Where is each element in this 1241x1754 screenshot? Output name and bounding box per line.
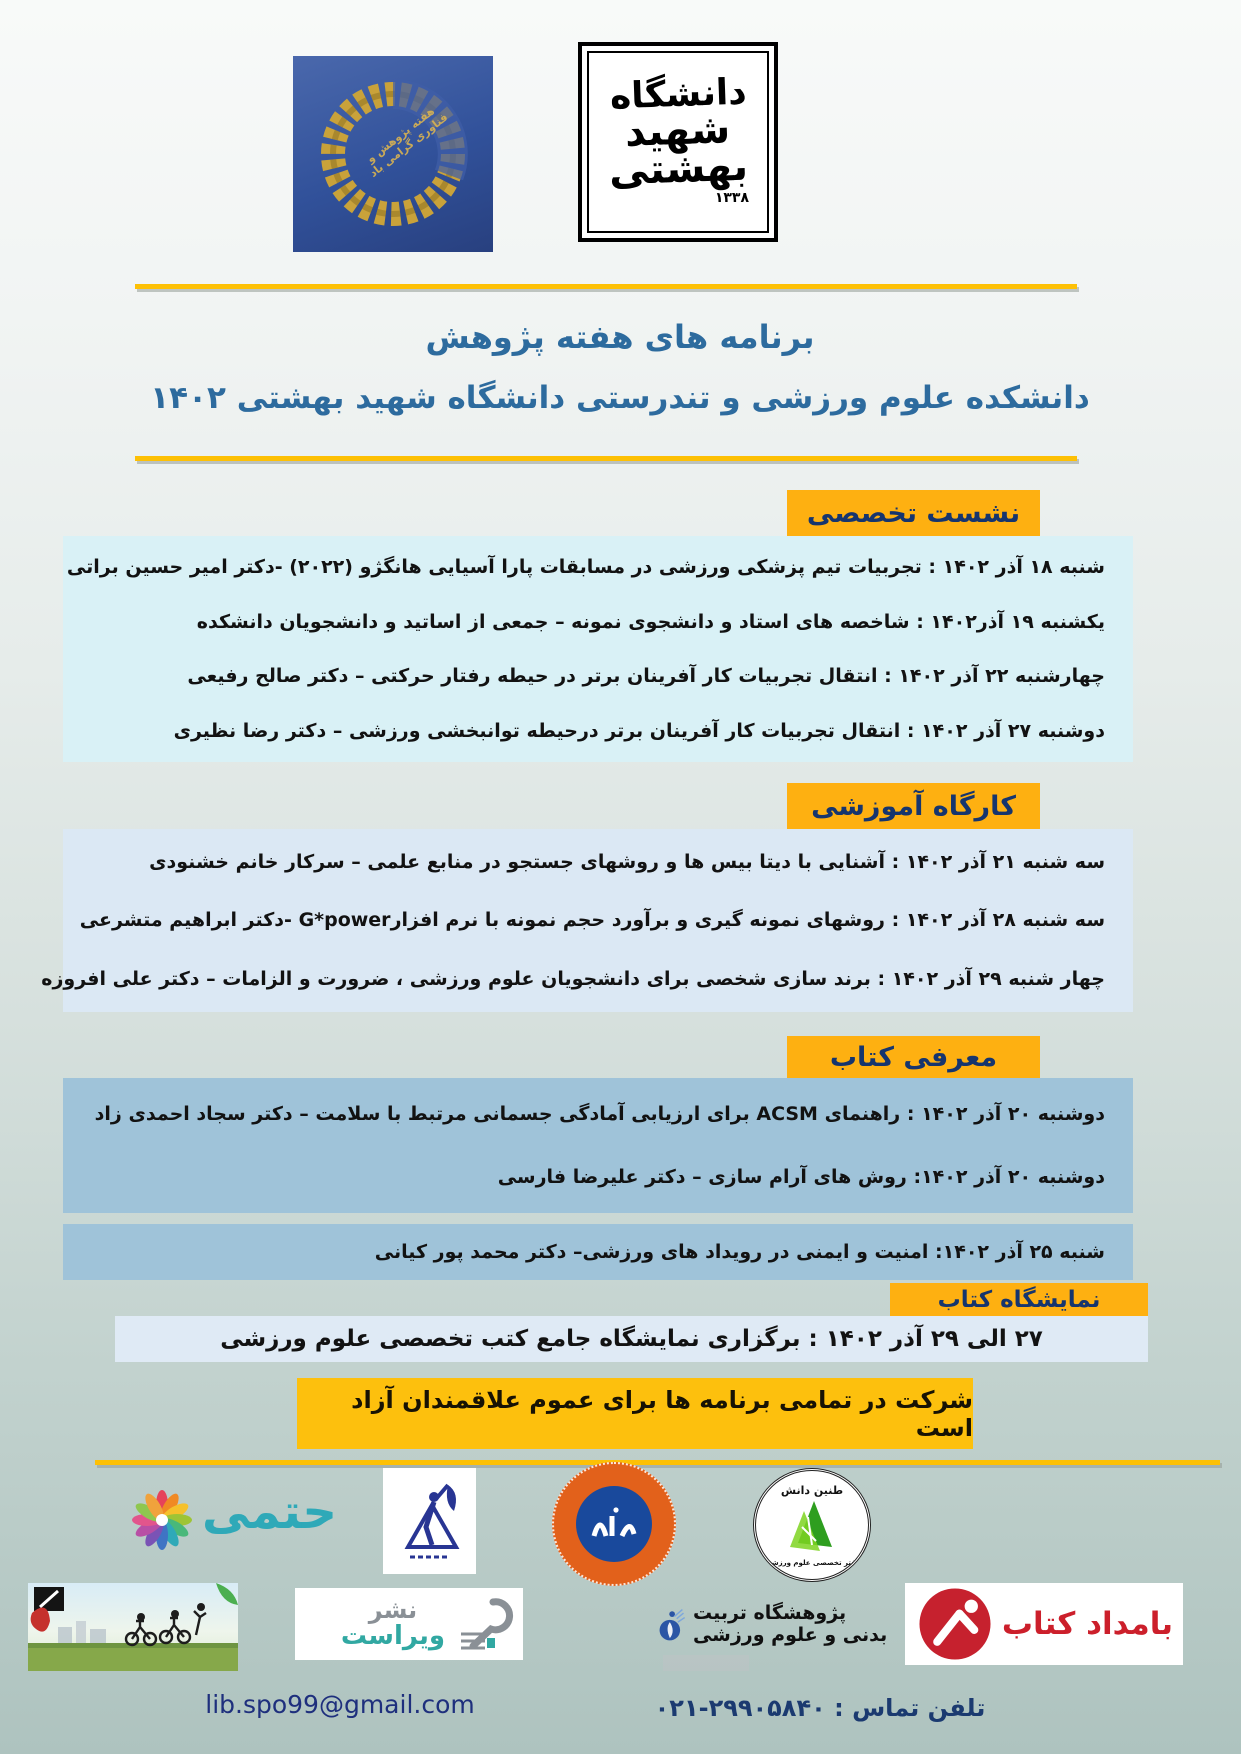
research-week-logo	[293, 56, 493, 252]
green-leaf-icon	[780, 1497, 844, 1559]
virast-wordmark	[340, 1595, 445, 1651]
university-logo-word: بهشتی	[607, 143, 749, 195]
runner-mark-icon	[918, 1587, 992, 1661]
bamdad-wordmark: بامداد کتاب	[1001, 1606, 1173, 1642]
flower-icon	[130, 1488, 194, 1552]
university-logo-word: دانشگاه	[608, 71, 747, 118]
research-institute-stamp	[663, 1655, 749, 1671]
cyclists-banner-image	[28, 1583, 238, 1671]
phone-label: تلفن تماس :	[834, 1694, 986, 1722]
section-header-workshops: کارگاه آموزشی	[787, 783, 1040, 829]
badge-mark-icon	[586, 1504, 642, 1544]
page-subtitle: دانشکده علوم ورزشی و تندرستی دانشگاه شهید بهشتی ۱۴۰۲	[150, 380, 1090, 416]
feather-publisher-logo	[383, 1468, 476, 1574]
tanin-danesh-logo	[753, 1468, 871, 1582]
program-item: شنبه ۲۵ آذر ۱۴۰۲: امنیت و ایمنی در رویداد های ورزشی– دکتر محمد پور کیانی	[374, 1241, 1105, 1263]
university-logo-frame	[587, 51, 769, 233]
virast-word-nashr: نشر	[368, 1595, 418, 1624]
program-item: چهار شنبه ۲۹ آذر ۱۴۰۲ : برند سازی شخصی برای دانشجویان علوم ورزشی ، ضرورت و الزامات – دکتر علی افروزه	[41, 967, 1105, 990]
research-institute-name: پژوهشگاه تربیت بدنی و علوم ورزشی	[692, 1602, 888, 1646]
exhibition-box	[115, 1316, 1148, 1362]
book-glyph-icon	[453, 1594, 515, 1654]
virast-publisher-logo	[295, 1588, 523, 1660]
program-item: شنبه ۱۸ آذر ۱۴۰۲ : تجربیات تیم پزشکی ورزشی در مسابقات پارا آسیایی هانگژو (۲۰۲۲) -دکتر امیر حسین براتی	[66, 556, 1105, 579]
program-item: دوشنبه ۲۰ آذر ۱۴۰۲ : راهنمای ACSM برای ارزیابی آمادگی جسمانی مرتبط با سلامت – دکتر سجاد احمدی زاد	[94, 1102, 1105, 1125]
bamdad-ketab-logo	[905, 1583, 1183, 1665]
program-item: چهارشنبه ۲۲ آذر ۱۴۰۲ : انتقال تجربیات کار آفرینان برتر در حیطه رفتار حرکتی – دکتر صالح رفیعی	[187, 665, 1105, 688]
program-item: یکشنبه ۱۹ آذر۱۴۰۲ : شاخصه های استاد و دانشجوی نمونه – جمعی از اساتید و دانشجویان دانشکده	[196, 610, 1105, 633]
books-box-extra	[63, 1224, 1133, 1280]
university-logo	[578, 42, 778, 242]
sessions-box	[63, 536, 1133, 762]
hatmi-publisher-logo	[130, 1482, 340, 1560]
workshops-box	[41, 829, 1133, 1012]
research-institute-logo	[655, 1585, 895, 1665]
person-emblem-icon	[655, 1594, 687, 1656]
research-week-caption: هفته پژوهش و فناوری گرامی باد	[364, 104, 451, 180]
tanin-danesh-subtitle: دفتر تخصصی علوم ورزشی	[764, 1558, 860, 1567]
notice-banner: شرکت در تمامی برنامه ها برای عموم علاقمندان آزاد است	[297, 1378, 973, 1449]
section-header-exhibition: نمایشگاه کتاب	[890, 1283, 1148, 1316]
program-item: سه شنبه ۲۱ آذر ۱۴۰۲ : آشنایی با دیتا بیس ها و روشهای جستجو در منابع علمی – سرکار خانم خشنودی	[149, 851, 1105, 874]
divider-footer	[95, 1460, 1220, 1465]
divider-under-title	[135, 456, 1077, 461]
program-item: دوشنبه ۲۷ آذر ۱۴۰۲ : انتقال تجربیات کار آفرینان برتر درحیطه توانبخشی ورزشی – دکتر رضا نظیری	[173, 719, 1105, 742]
program-item: ۲۷ الی ۲۹ آذر ۱۴۰۲ : برگزاری نمایشگاه جامع کتب تخصصی علوم ورزشی	[220, 1326, 1043, 1352]
publisher-badge-logo	[552, 1462, 676, 1586]
cyclists-scene-icon	[28, 1583, 238, 1671]
program-item: سه شنبه ۲۸ آذر ۱۴۰۲ : روشهای نمونه گیری و برآورد حجم نمونه با نرم افزارG*power -دکتر ابراهیم متشرعی	[79, 909, 1105, 932]
tanin-danesh-name: طنین دانش	[780, 1483, 844, 1497]
virast-word-virast: ویراست	[340, 1620, 445, 1651]
university-logo-year: ۱۳۳۸	[714, 190, 749, 207]
contact-email: lib.spo99@gmail.com	[205, 1690, 475, 1719]
page-title: برنامه های هفته پژوهش	[425, 318, 815, 356]
section-header-books: معرفی کتاب	[787, 1036, 1040, 1078]
program-item: دوشنبه ۲۰ آذر ۱۴۰۲: روش های آرام سازی – دکتر علیرضا فارسی	[497, 1166, 1105, 1189]
university-logo-word: شهید	[624, 106, 732, 156]
section-header-sessions: نشست تخصصی	[787, 490, 1040, 536]
books-box	[63, 1078, 1133, 1213]
feather-writer-icon	[394, 1475, 466, 1567]
divider-top	[135, 284, 1077, 289]
contact-phone	[620, 1694, 1020, 1722]
hatmi-wordmark: حتمی	[202, 1484, 337, 1540]
publisher-badge-center	[576, 1486, 652, 1562]
phone-number: ۰۲۱-۲۹۹۰۵۸۴۰	[654, 1694, 826, 1722]
